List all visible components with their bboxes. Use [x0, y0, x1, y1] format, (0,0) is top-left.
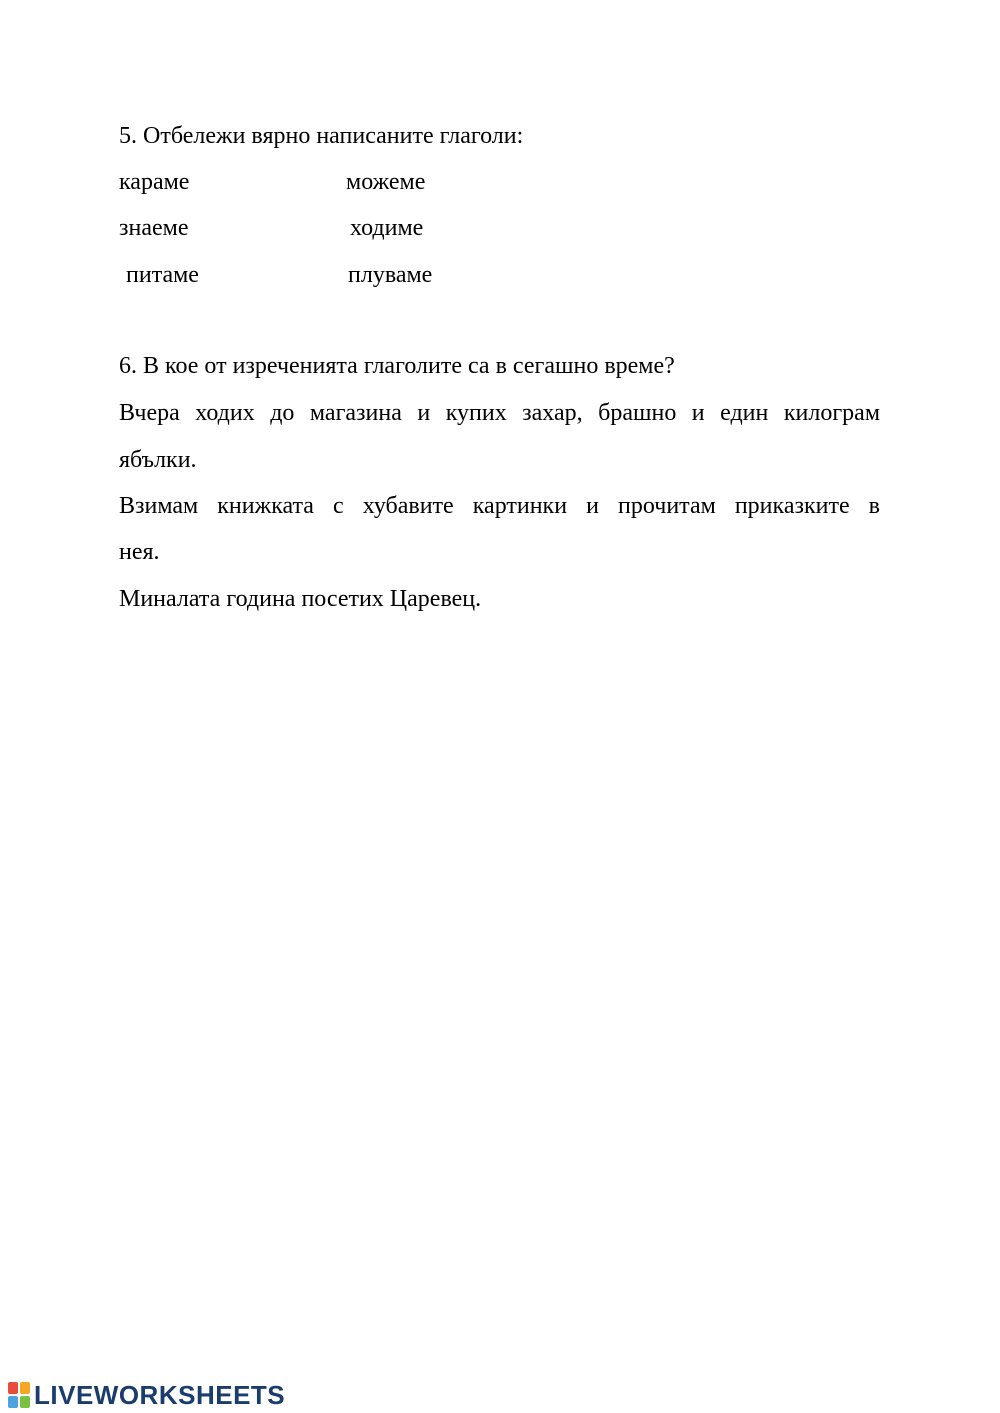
liveworksheets-logo — [8, 1380, 285, 1410]
question-6-title: 6. В кое от изреченията глаголите са в сегашно време? — [119, 353, 675, 379]
logo-text: LIVEWORKSHEETS — [34, 1379, 286, 1410]
logo-block-orange — [20, 1382, 30, 1394]
logo-block-red — [8, 1382, 18, 1394]
sentence-3[interactable]: Миналата година посетих Царевец. — [119, 586, 482, 612]
sentence-1-line-2[interactable]: ябълки. — [119, 447, 197, 473]
sentence-2-line-1[interactable]: Взимам книжката с хубавите картинки и прочитам приказките в — [119, 493, 880, 519]
question-5-title: 5. Отбележи вярно написаните глаголи: — [119, 123, 524, 149]
verb-option-3[interactable]: знаеме — [119, 215, 189, 241]
sentence-2-line-2[interactable]: нея. — [119, 539, 160, 565]
sentence-1-line-1[interactable]: Вчера ходих до магазина и купих захар, брашно и един килограм — [119, 400, 880, 426]
logo-blocks-icon — [8, 1382, 30, 1408]
verb-option-2[interactable]: можеме — [346, 169, 426, 195]
verb-option-5[interactable]: питаме — [126, 262, 199, 288]
verb-option-4[interactable]: ходиме — [350, 215, 424, 241]
verb-option-1[interactable]: караме — [119, 169, 190, 195]
logo-block-green — [20, 1396, 30, 1408]
verb-option-6[interactable]: плуваме — [348, 262, 433, 288]
logo-block-blue — [8, 1396, 18, 1408]
